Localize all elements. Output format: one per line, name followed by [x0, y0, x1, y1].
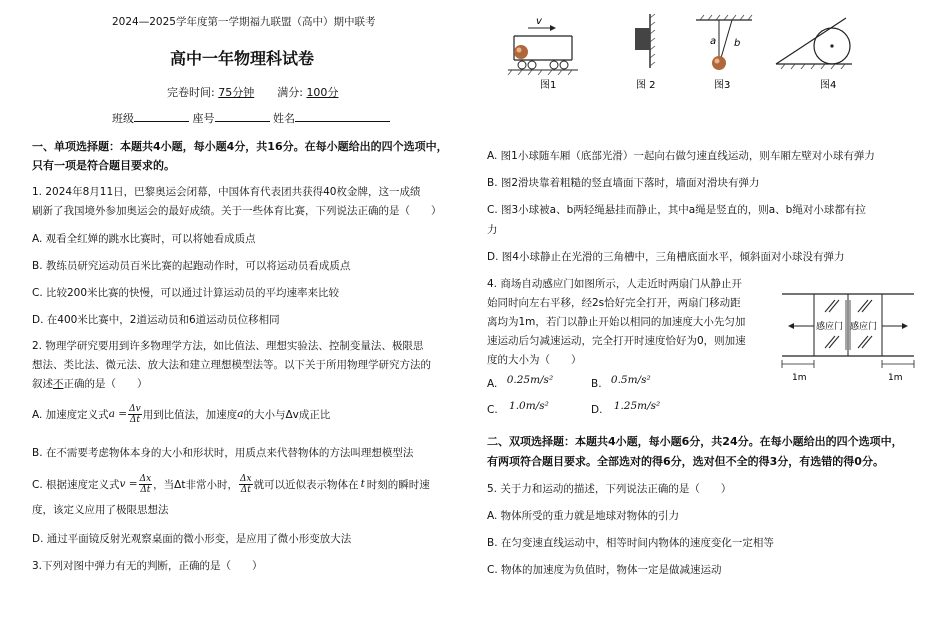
- q1-stem-2: 刷新了我国境外参加奥运会的最好成绩。关于一些体育比赛，下列说法正确的是（ ）: [32, 205, 442, 217]
- q2-option-b[interactable]: B. 在不需要考虑物体本身的大小和形状时，用质点来代替物体的方法叫理想模型法: [32, 447, 414, 459]
- q4-option-d[interactable]: [591, 400, 661, 416]
- fig4-caption: 图4: [820, 80, 837, 91]
- q2-stem-3: [32, 376, 148, 391]
- fig1-velocity-label: v: [536, 16, 542, 27]
- q5-option-a[interactable]: A. 物体所受的重力就是地球对物体的引力: [487, 510, 680, 522]
- q2-option-c[interactable]: [32, 471, 430, 497]
- fig4-ball-trough: [776, 14, 852, 69]
- q4-stem-2: 始同时向左右平移，经2s恰好完全打开，两扇门移动距: [487, 297, 741, 309]
- q4-c-label: C.: [487, 404, 498, 416]
- fig3-caption: 图3: [714, 80, 731, 91]
- door-label-left: 感应门: [816, 322, 844, 332]
- name-label: 姓名: [273, 112, 295, 125]
- student-info: [112, 110, 390, 126]
- class-label: 班级: [112, 112, 134, 125]
- q4-option-c[interactable]: [487, 400, 549, 416]
- section1-heading-1: 一、单项选择题：本题共4小题，每小题4分，共16分。在每小题给出的四个选项中，: [32, 140, 448, 153]
- score-label: 满分:: [277, 86, 303, 99]
- section2-heading-1: 二、双项选择题：本题共4小题，每小题6分，共24分。在每小题给出的四个选项中，: [487, 435, 903, 448]
- seat-label: 座号: [192, 112, 215, 125]
- q2-stem-3-emph: 不: [53, 378, 64, 390]
- q1-option-a[interactable]: A. 观看全红婵的跳水比赛时，可以将她看成质点: [32, 233, 256, 245]
- fig3-string-a-label: a: [710, 36, 717, 47]
- page-title: 高中一年物理科试卷: [170, 49, 315, 68]
- q2-option-d[interactable]: D. 通过平面镜反射光观察桌面的微小形变，是应用了微小形变放大法: [32, 533, 352, 545]
- q2-a-mid: 用到比值法，加速度: [142, 408, 238, 421]
- q4-d-label: D.: [591, 404, 603, 416]
- q1-stem-1: 1. 2024年8月11日，巴黎奥运会闭幕，中国体育代表团共获得40枚金牌，这一成绩: [32, 186, 421, 198]
- q5-option-b[interactable]: B. 在匀变速直线运动中，相等时间内物体的速度变化一定相等: [487, 537, 774, 549]
- q2-stem-3-post: 正确的是（ ）: [63, 378, 148, 390]
- q2-c-num2: Δx: [239, 473, 252, 484]
- q1-option-c[interactable]: C. 比较200米比赛的快慢，可以通过计算运动员的平均速率来比较: [32, 287, 340, 299]
- q4-b-label: B.: [591, 378, 602, 390]
- q2-a-num: Δv: [129, 403, 141, 414]
- time-label: 完卷时间:: [167, 86, 215, 99]
- fig2-block-wall: [635, 14, 655, 68]
- q2-c-mid: ，当Δt非常小时，: [153, 478, 238, 491]
- q2-c-fraction: [139, 474, 153, 495]
- exam-info: [167, 84, 338, 100]
- q2-option-a[interactable]: [32, 402, 330, 426]
- fig1-cart: [508, 16, 578, 75]
- q2-c-post: 就可以近似表示物体在: [253, 478, 359, 491]
- section1-heading-2: 只有一项是符合题目要求的。: [32, 159, 175, 172]
- q3-stem: 3.下列对图中弹力有无的判断，正确的是（ ）: [32, 560, 263, 572]
- q5-option-c[interactable]: C. 物体的加速度为负值时，物体一定是做减速运动: [487, 564, 722, 576]
- q2-stem-2: 想法、类比法、微元法、放大法和建立理想模型法等。以下关于所用物理学研究方法的: [32, 359, 431, 371]
- q1-option-b[interactable]: B. 教练员研究运动员百米比赛的起跑动作时，可以将运动员看成质点: [32, 260, 351, 272]
- fig2-caption: 图 2: [636, 80, 656, 91]
- q4-stem-1: 4. 商场自动感应门如图所示，人走近时两扇门从静止开: [487, 278, 742, 290]
- q3-option-d[interactable]: D. 图4小球静止在光滑的三角槽中，三角槽底面水平，倾斜面对小球没有弹力: [487, 251, 845, 263]
- q3-option-c[interactable]: C. 图3小球被a、b两轻绳悬挂而静止，其中a绳是竖直的，则a、b绳对小球都有拉: [487, 204, 866, 216]
- q4-door-figure: [778, 286, 918, 386]
- q2-c-var: t: [360, 478, 365, 490]
- class-field[interactable]: [134, 110, 189, 122]
- q3-figures: [500, 8, 860, 96]
- q2-c-fraction-2: [239, 474, 253, 495]
- q2-c-den: Δt: [140, 484, 151, 495]
- q4-d-value: 1.25m/s²: [613, 400, 661, 412]
- q2-c-den2: Δt: [240, 484, 251, 495]
- q2-a-lhs: a =: [108, 408, 128, 420]
- q2-c-pre: C. 根据速度定义式: [32, 478, 120, 491]
- q4-a-label: A.: [487, 378, 498, 390]
- fig3-string-b-label: b: [734, 38, 741, 49]
- q2-a-den: Δt: [129, 414, 140, 425]
- fig1-caption: 图1: [540, 80, 557, 91]
- q2-a-pre: A. 加速度定义式: [32, 408, 109, 421]
- q4-b-value: 0.5m/s²: [610, 374, 651, 386]
- q2-a-fraction: [128, 404, 142, 425]
- q2-c-num: Δx: [139, 473, 152, 484]
- q2-c-lhs: v =: [119, 478, 138, 490]
- exam-line: 2024—2025学年度第一学期福九联盟（高中）期中联考: [112, 16, 376, 28]
- time-value: 75分钟: [218, 86, 255, 99]
- q4-stem-5: 度的大小为（ ）: [487, 354, 582, 366]
- q4-option-b[interactable]: [591, 374, 651, 390]
- q2-a-post: 的大小与Δv成正比: [243, 408, 331, 421]
- q3-option-a[interactable]: A. 图1小球随车厢（底部光滑）一起向右做匀速直线运动，则车厢左壁对小球有弹力: [487, 150, 875, 162]
- q1-option-d[interactable]: D. 在400米比赛中，2道运动员和6道运动员位移相同: [32, 314, 280, 326]
- door-label-right: 感应门: [850, 322, 878, 332]
- q5-stem: 5. 关于力和运动的描述，下列说法正确的是（ ）: [487, 483, 732, 495]
- q2-stem-1: 2. 物理学研究要用到许多物理学方法，如比值法、理想实验法、控制变量法、极限思: [32, 340, 424, 352]
- q4-stem-4: 速运动后匀减速运动，完全打开时速度恰好为0，则加速: [487, 335, 746, 347]
- q2-option-c-line2: 度，该定义应用了极限思想法: [32, 504, 169, 516]
- q2-a-var: a: [237, 408, 244, 420]
- score-value: 100分: [306, 86, 339, 99]
- q4-stem-3: 离均为1m，若门以静止开始以相同的加速度大小先匀加: [487, 316, 746, 328]
- q4-c-value: 1.0m/s²: [509, 400, 549, 412]
- section2-heading-2: 有两项符合题目要求。全部选对的得6分，选对但不全的得3分，有选错的得0分。: [487, 455, 884, 468]
- fig3-hanging-ball: [696, 15, 752, 70]
- q4-option-a[interactable]: [487, 374, 554, 390]
- q3-option-c-line2: 力: [487, 224, 498, 236]
- q4-a-value: 0.25m/s²: [506, 374, 554, 386]
- q3-option-b[interactable]: B. 图2滑块靠着粗糙的竖直墙面下落时，墙面对滑块有弹力: [487, 177, 760, 189]
- name-field[interactable]: [295, 110, 390, 122]
- q2-stem-3-pre: 叙述: [32, 378, 53, 390]
- door-dim-right: 1m: [888, 373, 903, 383]
- seat-field[interactable]: [215, 110, 270, 122]
- q2-c-post2: 时刻的瞬时速: [366, 478, 430, 491]
- door-dim-left: 1m: [792, 373, 807, 383]
